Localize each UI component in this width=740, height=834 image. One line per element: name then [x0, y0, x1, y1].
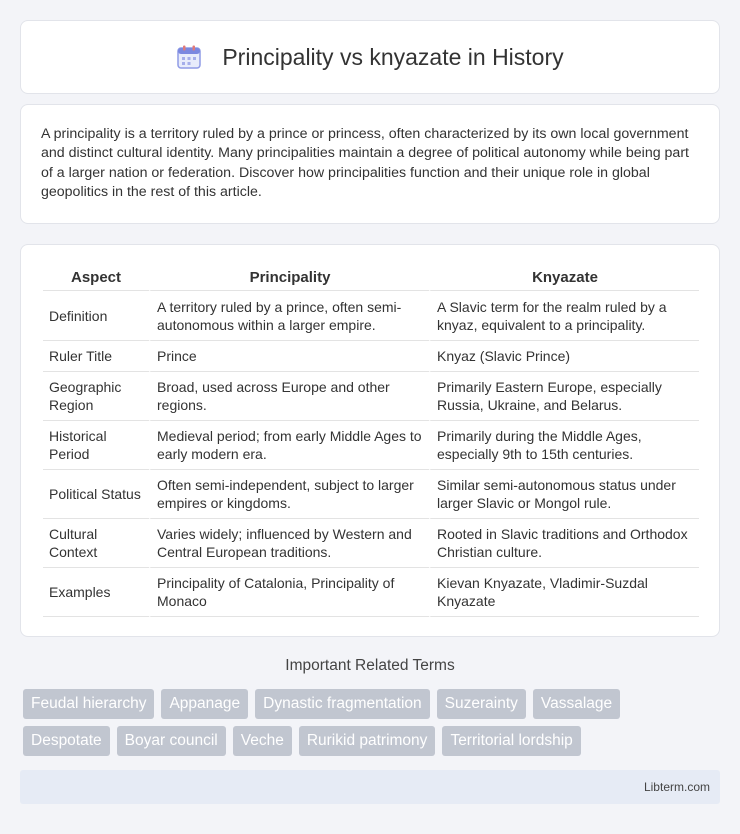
tag-row: [23, 726, 723, 756]
cell-aspect: Cultural Context: [43, 519, 149, 568]
table-row: [43, 568, 699, 617]
tag-row: [23, 689, 723, 719]
cell-knyazate: Rooted in Slavic traditions and Orthodox Christian culture.: [429, 519, 699, 568]
related-terms-title: Important Related Terms: [285, 657, 455, 674]
cell-principality: Varies widely; influenced by Western and Central European traditions.: [149, 519, 429, 568]
table-row: [43, 519, 699, 568]
intro-card: [20, 104, 720, 224]
table-row: [43, 341, 699, 372]
tag-territorial-lordship[interactable]: Territorial lordship: [442, 726, 580, 756]
cell-aspect: Geographic Region: [43, 372, 149, 421]
comparison-table: [43, 265, 699, 617]
tag-feudal-hierarchy[interactable]: Feudal hierarchy: [23, 689, 154, 719]
cell-principality: Often semi-independent, subject to larger empires or kingdoms.: [149, 470, 429, 519]
header-principality: Principality: [149, 265, 429, 291]
header-card: [20, 20, 720, 94]
cell-aspect: Ruler Title: [43, 341, 149, 372]
header-aspect: Aspect: [43, 265, 149, 291]
cell-aspect: Historical Period: [43, 421, 149, 470]
cell-knyazate: Primarily during the Middle Ages, especially 9th to 15th centuries.: [429, 421, 699, 470]
cell-principality: A territory ruled by a prince, often semi-autonomous within a larger empire.: [149, 291, 429, 341]
header: [176, 44, 563, 71]
cell-principality: Broad, used across Europe and other regions.: [149, 372, 429, 421]
header-knyazate: Knyazate: [429, 265, 699, 291]
cell-principality: Principality of Catalonia, Principality of Monaco: [149, 568, 429, 617]
table-row: [43, 421, 699, 470]
related-terms: [23, 689, 723, 763]
cell-principality: Prince: [149, 341, 429, 372]
tag-suzerainty[interactable]: Suzerainty: [437, 689, 526, 719]
page-title: Principality vs knyazate in History: [222, 43, 564, 70]
calendar-icon: [176, 44, 202, 70]
tag-boyar-council[interactable]: Boyar council: [117, 726, 226, 756]
cell-aspect: Political Status: [43, 470, 149, 519]
comparison-card: [20, 244, 720, 637]
cell-aspect: Examples: [43, 568, 149, 617]
tag-veche[interactable]: Veche: [233, 726, 292, 756]
cell-knyazate: A Slavic term for the realm ruled by a knyaz, equivalent to a principality.: [429, 291, 699, 341]
footer-site-link[interactable]: Libterm.com: [643, 780, 710, 794]
tag-despotate[interactable]: Despotate: [23, 726, 110, 756]
cell-knyazate: Primarily Eastern Europe, especially Russia, Ukraine, and Belarus.: [429, 372, 699, 421]
cell-knyazate: Knyaz (Slavic Prince): [429, 341, 699, 372]
cell-knyazate: Kievan Knyazate, Vladimir-Suzdal Knyazate: [429, 568, 699, 617]
table-row: [43, 470, 699, 519]
table-row: [43, 291, 699, 341]
tag-dynastic-fragmentation[interactable]: Dynastic fragmentation: [255, 689, 430, 719]
cell-knyazate: Similar semi-autonomous status under larger Slavic or Mongol rule.: [429, 470, 699, 519]
cell-principality: Medieval period; from early Middle Ages to early modern era.: [149, 421, 429, 470]
intro-text: A principality is a territory ruled by a prince or princess, often characterized by its own local government and distinct cultural identity. Many principalities maintain a degree of political autonomy while being part of a larger nation or federation. Discover how principalities function and their unique role in global geopolitics in the rest of this article.: [41, 126, 689, 201]
tag-vassalage[interactable]: Vassalage: [533, 689, 620, 719]
footer: [20, 770, 720, 804]
table-header-row: [43, 265, 699, 291]
tag-rurikid-patrimony[interactable]: Rurikid patrimony: [299, 726, 436, 756]
cell-aspect: Definition: [43, 291, 149, 341]
table-row: [43, 372, 699, 421]
tag-appanage[interactable]: Appanage: [161, 689, 248, 719]
